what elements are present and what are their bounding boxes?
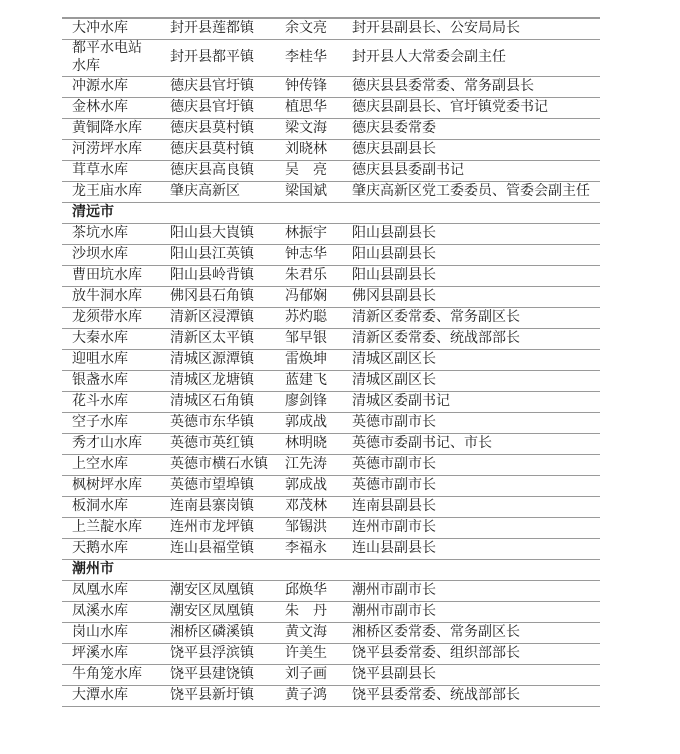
reservoir-name: 大秦水库 bbox=[72, 331, 128, 346]
reservoir-name: 迎咀水库 bbox=[72, 352, 128, 367]
person-name: 雷焕坤 bbox=[285, 352, 327, 367]
position-title: 清城区委副书记 bbox=[352, 394, 450, 409]
position-title: 肇庆高新区党工委委员、管委会副主任 bbox=[352, 184, 590, 199]
person-name: 黄子鸿 bbox=[285, 688, 327, 703]
table-row bbox=[62, 455, 600, 476]
city-section-label: 潮州市 bbox=[72, 562, 114, 577]
table-row bbox=[62, 476, 600, 497]
town-name: 德庆县莫村镇 bbox=[170, 121, 254, 136]
town-name: 佛冈县石角镇 bbox=[170, 289, 254, 304]
town-name: 潮安区凤凰镇 bbox=[170, 604, 254, 619]
town-name: 英德市英红镇 bbox=[170, 436, 254, 451]
table-row bbox=[62, 434, 600, 455]
person-name: 蓝建飞 bbox=[285, 373, 327, 388]
reservoir-name: 金林水库 bbox=[72, 100, 128, 115]
reservoir-name: 都平水电站水库 bbox=[72, 41, 142, 74]
town-name: 德庆县高良镇 bbox=[170, 163, 254, 178]
person-name: 朱君乐 bbox=[285, 268, 327, 283]
city-section-label: 清远市 bbox=[72, 205, 114, 220]
person-name: 刘晓林 bbox=[285, 142, 327, 157]
reservoir-name: 坪溪水库 bbox=[72, 646, 128, 661]
person-name: 钟传锋 bbox=[285, 79, 327, 94]
reservoir-name: 茶坑水库 bbox=[72, 226, 128, 241]
position-title: 封开县副县长、公安局局长 bbox=[352, 21, 520, 36]
position-title: 英德市副市长 bbox=[352, 415, 436, 430]
person-name: 林振宇 bbox=[285, 226, 327, 241]
position-title: 湘桥区委常委、常务副区长 bbox=[352, 625, 520, 640]
reservoir-name: 牛角笼水库 bbox=[72, 667, 142, 682]
reservoir-name: 秀才山水库 bbox=[72, 436, 142, 451]
position-title: 德庆县副县长 bbox=[352, 142, 436, 157]
section-header-row-chaozhou bbox=[62, 560, 600, 581]
reservoir-name: 黄铜降水库 bbox=[72, 121, 142, 136]
town-name: 饶平县浮滨镇 bbox=[170, 646, 254, 661]
position-title: 阳山县副县长 bbox=[352, 247, 436, 262]
person-name: 林明晓 bbox=[285, 436, 327, 451]
town-name: 阳山县大崀镇 bbox=[170, 226, 254, 241]
reservoir-name: 冲源水库 bbox=[72, 79, 128, 94]
person-name: 李福永 bbox=[285, 541, 327, 556]
position-title: 清新区委常委、常务副区长 bbox=[352, 310, 520, 325]
person-name: 梁文海 bbox=[285, 121, 327, 136]
town-name: 湘桥区磷溪镇 bbox=[170, 625, 254, 640]
table-row bbox=[62, 266, 600, 287]
person-name: 邹锡洪 bbox=[285, 520, 327, 535]
table-row bbox=[62, 392, 600, 413]
reservoir-name: 银盏水库 bbox=[72, 373, 128, 388]
person-name: 黄文海 bbox=[285, 625, 327, 640]
table-row bbox=[62, 497, 600, 518]
town-name: 清新区浸潭镇 bbox=[170, 310, 254, 325]
table-row bbox=[62, 413, 600, 434]
person-name: 吴 亮 bbox=[285, 163, 327, 178]
table-row bbox=[62, 119, 600, 140]
reservoir-chief-table bbox=[62, 17, 600, 707]
town-name: 封开县都平镇 bbox=[170, 50, 254, 65]
town-name: 肇庆高新区 bbox=[170, 184, 240, 199]
town-name: 阳山县江英镇 bbox=[170, 247, 254, 262]
table-row bbox=[62, 77, 600, 98]
reservoir-name: 茸草水库 bbox=[72, 163, 128, 178]
position-title: 英德市委副书记、市长 bbox=[352, 436, 492, 451]
town-name: 德庆县官圩镇 bbox=[170, 79, 254, 94]
table-row bbox=[62, 182, 600, 203]
position-title: 潮州市副市长 bbox=[352, 604, 436, 619]
position-title: 饶平县委常委、组织部部长 bbox=[352, 646, 520, 661]
reservoir-name: 河涝坪水库 bbox=[72, 142, 142, 157]
position-title: 饶平县委常委、统战部部长 bbox=[352, 688, 520, 703]
position-title: 潮州市副市长 bbox=[352, 583, 436, 598]
person-name: 郭成战 bbox=[285, 478, 327, 493]
table-row bbox=[62, 140, 600, 161]
town-name: 英德市东华镇 bbox=[170, 415, 254, 430]
table-row bbox=[62, 308, 600, 329]
town-name: 清城区石角镇 bbox=[170, 394, 254, 409]
town-name: 饶平县新圩镇 bbox=[170, 688, 254, 703]
reservoir-name: 放牛洞水库 bbox=[72, 289, 142, 304]
reservoir-name: 大冲水库 bbox=[72, 21, 128, 36]
town-name: 英德市望埠镇 bbox=[170, 478, 254, 493]
town-name: 清城区源潭镇 bbox=[170, 352, 254, 367]
table-row bbox=[62, 371, 600, 392]
person-name: 余文亮 bbox=[285, 21, 327, 36]
person-name: 朱 丹 bbox=[285, 604, 327, 619]
position-title: 饶平县副县长 bbox=[352, 667, 436, 682]
position-title: 清城区副区长 bbox=[352, 352, 436, 367]
table-row bbox=[62, 350, 600, 371]
position-title: 德庆县县委副书记 bbox=[352, 163, 464, 178]
table-row bbox=[62, 98, 600, 119]
section-header-row-qingyuan bbox=[62, 203, 600, 224]
position-title: 阳山县副县长 bbox=[352, 226, 436, 241]
reservoir-name: 空子水库 bbox=[72, 415, 128, 430]
position-title: 德庆县副县长、官圩镇党委书记 bbox=[352, 100, 548, 115]
person-name: 苏灼聪 bbox=[285, 310, 327, 325]
table-row bbox=[62, 686, 600, 707]
position-title: 英德市副市长 bbox=[352, 478, 436, 493]
table-row bbox=[62, 623, 600, 644]
reservoir-name: 上空水库 bbox=[72, 457, 128, 472]
person-name: 钟志华 bbox=[285, 247, 327, 262]
person-name: 冯郁娴 bbox=[285, 289, 327, 304]
table-row bbox=[62, 644, 600, 665]
person-name: 邱焕华 bbox=[285, 583, 327, 598]
table-row bbox=[62, 665, 600, 686]
town-name: 封开县莲都镇 bbox=[170, 21, 254, 36]
person-name: 邓茂林 bbox=[285, 499, 327, 514]
person-name: 许美生 bbox=[285, 646, 327, 661]
table-row bbox=[62, 40, 600, 77]
table-row bbox=[62, 287, 600, 308]
reservoir-name: 天鹅水库 bbox=[72, 541, 128, 556]
person-name: 邹早银 bbox=[285, 331, 327, 346]
position-title: 清城区副区长 bbox=[352, 373, 436, 388]
town-name: 潮安区凤凰镇 bbox=[170, 583, 254, 598]
position-title: 英德市副市长 bbox=[352, 457, 436, 472]
reservoir-name: 龙王庙水库 bbox=[72, 184, 142, 199]
position-title: 连南县副县长 bbox=[352, 499, 436, 514]
person-name: 郭成战 bbox=[285, 415, 327, 430]
town-name: 英德市横石水镇 bbox=[170, 457, 268, 472]
town-name: 清城区龙塘镇 bbox=[170, 373, 254, 388]
table-row bbox=[62, 518, 600, 539]
position-title: 阳山县副县长 bbox=[352, 268, 436, 283]
table-row bbox=[62, 245, 600, 266]
town-name: 连州市龙坪镇 bbox=[170, 520, 254, 535]
table-row bbox=[62, 329, 600, 350]
position-title: 佛冈县副县长 bbox=[352, 289, 436, 304]
reservoir-name: 沙坝水库 bbox=[72, 247, 128, 262]
person-name: 江先涛 bbox=[285, 457, 327, 472]
position-title: 封开县人大常委会副主任 bbox=[352, 50, 506, 65]
position-title: 清新区委常委、统战部部长 bbox=[352, 331, 520, 346]
reservoir-name: 枫树坪水库 bbox=[72, 478, 142, 493]
person-name: 植思华 bbox=[285, 100, 327, 115]
town-name: 连山县福堂镇 bbox=[170, 541, 254, 556]
person-name: 刘子画 bbox=[285, 667, 327, 682]
reservoir-name: 板洞水库 bbox=[72, 499, 128, 514]
position-title: 德庆县委常委 bbox=[352, 121, 436, 136]
town-name: 德庆县莫村镇 bbox=[170, 142, 254, 157]
table-row bbox=[62, 161, 600, 182]
reservoir-name: 龙须带水库 bbox=[72, 310, 142, 325]
town-name: 连南县寨岗镇 bbox=[170, 499, 254, 514]
position-title: 德庆县县委常委、常务副县长 bbox=[352, 79, 534, 94]
town-name: 阳山县岭背镇 bbox=[170, 268, 254, 283]
reservoir-name: 花斗水库 bbox=[72, 394, 128, 409]
reservoir-name: 大潭水库 bbox=[72, 688, 128, 703]
table-row bbox=[62, 602, 600, 623]
table-row bbox=[62, 539, 600, 560]
position-title: 连山县副县长 bbox=[352, 541, 436, 556]
reservoir-name: 凤凰水库 bbox=[72, 583, 128, 598]
reservoir-name: 上兰靛水库 bbox=[72, 520, 142, 535]
reservoir-name: 凤溪水库 bbox=[72, 604, 128, 619]
reservoir-name: 岗山水库 bbox=[72, 625, 128, 640]
table-row bbox=[62, 581, 600, 602]
town-name: 德庆县官圩镇 bbox=[170, 100, 254, 115]
table-row bbox=[62, 19, 600, 40]
reservoir-name: 曹田坑水库 bbox=[72, 268, 142, 283]
position-title: 连州市副市长 bbox=[352, 520, 436, 535]
table-row bbox=[62, 224, 600, 245]
town-name: 清新区太平镇 bbox=[170, 331, 254, 346]
person-name: 廖剑锋 bbox=[285, 394, 327, 409]
person-name: 梁国斌 bbox=[285, 184, 327, 199]
town-name: 饶平县建饶镇 bbox=[170, 667, 254, 682]
person-name: 李桂华 bbox=[285, 50, 327, 65]
